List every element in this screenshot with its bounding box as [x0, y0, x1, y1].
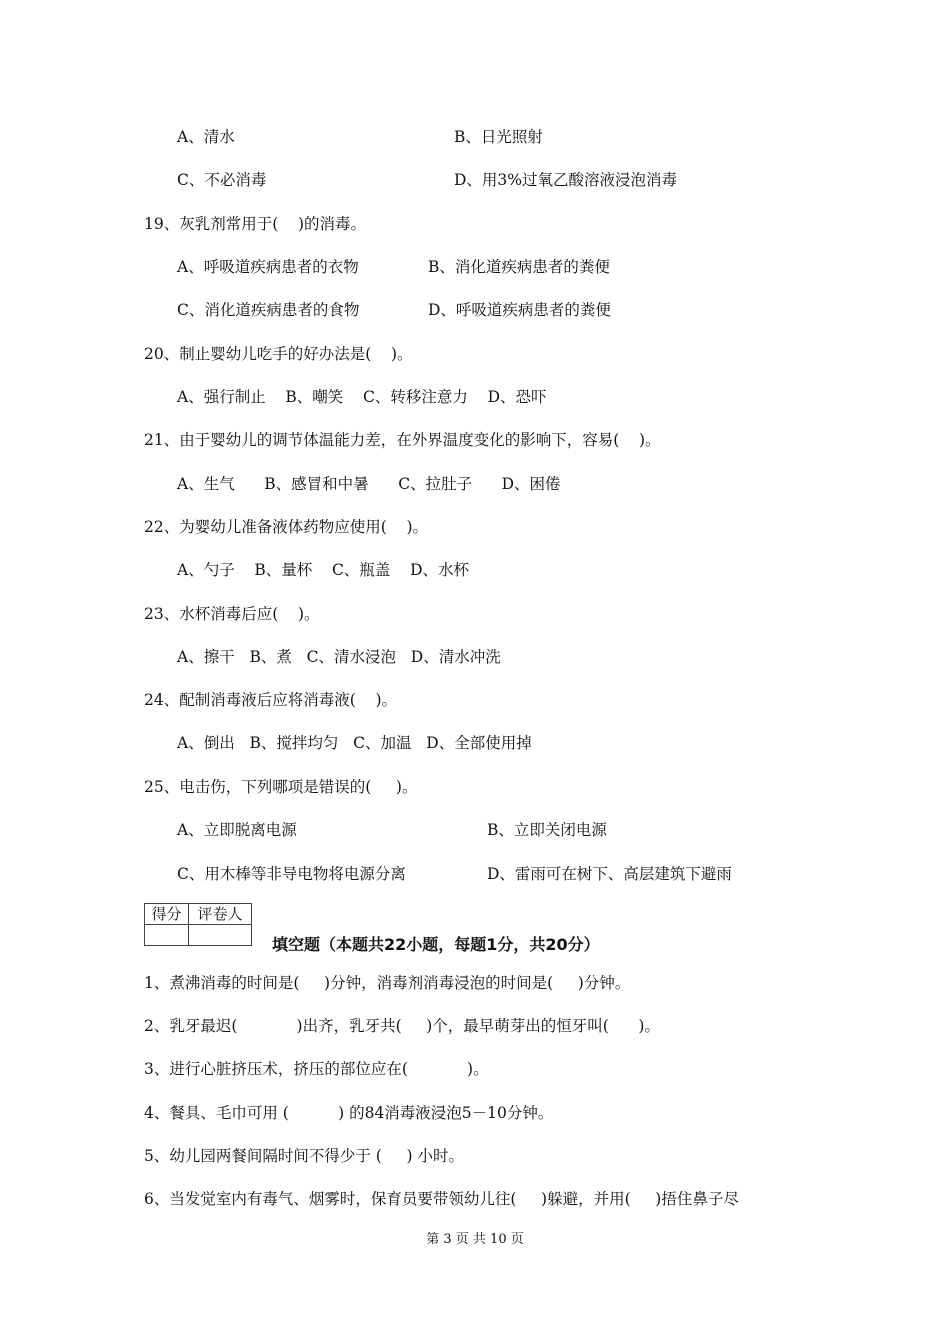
- q19-option-c: C、消化道疾病患者的食物: [177, 301, 360, 319]
- fill-question-5: 5、幼儿园两餐间隔时间不得少于 ( ) 小时。: [144, 1147, 464, 1165]
- q18-option-d: D、用3%过氧乙酸溶液浸泡消毒: [454, 171, 678, 189]
- q25-stem: 25、电击伤，下列哪项是错误的( )。: [144, 778, 418, 796]
- q22-options: A、勺子 B、量杯 C、瓶盖 D、水杯: [177, 561, 469, 579]
- score-label: 得分: [145, 904, 189, 925]
- grader-label: 评卷人: [189, 904, 252, 925]
- q25-option-c: C、用木棒等非导电物将电源分离: [177, 865, 406, 883]
- q23-stem: 23、水杯消毒后应( )。: [144, 605, 320, 623]
- score-cell: [145, 925, 189, 946]
- q18-option-c: C、不必消毒: [177, 171, 267, 189]
- q20-options: A、强行制止 B、嘲笑 C、转移注意力 D、恐吓: [177, 388, 547, 406]
- q24-stem: 24、配制消毒液后应将消毒液( )。: [144, 691, 398, 709]
- q19-option-a: A、呼吸道疾病患者的衣物: [177, 258, 359, 276]
- fill-question-1: 1、煮沸消毒的时间是( )分钟，消毒剂消毒浸泡的时间是( )分钟。: [144, 974, 631, 992]
- q18-option-b: B、日光照射: [454, 128, 543, 146]
- q19-stem: 19、灰乳剂常用于( )的消毒。: [144, 215, 367, 233]
- q21-options: A、生气 B、感冒和中暑 C、拉肚子 D、困倦: [177, 475, 561, 493]
- q23-options: A、擦干 B、煮 C、清水浸泡 D、清水冲洗: [177, 648, 501, 666]
- q18-option-a: A、清水: [177, 128, 235, 146]
- fill-question-3: 3、进行心脏挤压术，挤压的部位应在( )。: [144, 1060, 489, 1078]
- q24-options: A、倒出 B、搅拌均匀 C、加温 D、全部使用掉: [177, 734, 532, 752]
- q22-stem: 22、为婴幼儿准备液体药物应使用( )。: [144, 518, 429, 536]
- q25-option-b: B、立即关闭电源: [487, 821, 607, 839]
- q20-stem: 20、制止婴幼儿吃手的好办法是( )。: [144, 345, 413, 363]
- page-footer: 第 3 页 共 10 页: [426, 1232, 524, 1247]
- q25-option-d: D、雷雨可在树下、高层建筑下避雨: [487, 865, 732, 883]
- fill-question-6: 6、当发觉室内有毒气、烟雾时，保育员要带领幼儿往( )躲避，并用( )捂住鼻子尽: [144, 1190, 739, 1208]
- fill-question-2: 2、乳牙最迟( )出齐，乳牙共( )个，最早萌芽出的恒牙叫( )。: [144, 1017, 660, 1035]
- score-box: [144, 903, 252, 947]
- q21-stem: 21、由于婴幼儿的调节体温能力差，在外界温度变化的影响下，容易( )。: [144, 431, 661, 449]
- q25-option-a: A、立即脱离电源: [177, 821, 297, 839]
- q19-option-b: B、消化道疾病患者的粪便: [428, 258, 610, 276]
- section-title: 填空题（本题共22小题，每题1分，共20分）: [272, 935, 600, 954]
- fill-question-4: 4、餐具、毛巾可用 ( ) 的84消毒液浸泡5－10分钟。: [144, 1104, 554, 1122]
- grader-cell: [189, 925, 252, 946]
- q19-option-d: D、呼吸道疾病患者的粪便: [428, 301, 611, 319]
